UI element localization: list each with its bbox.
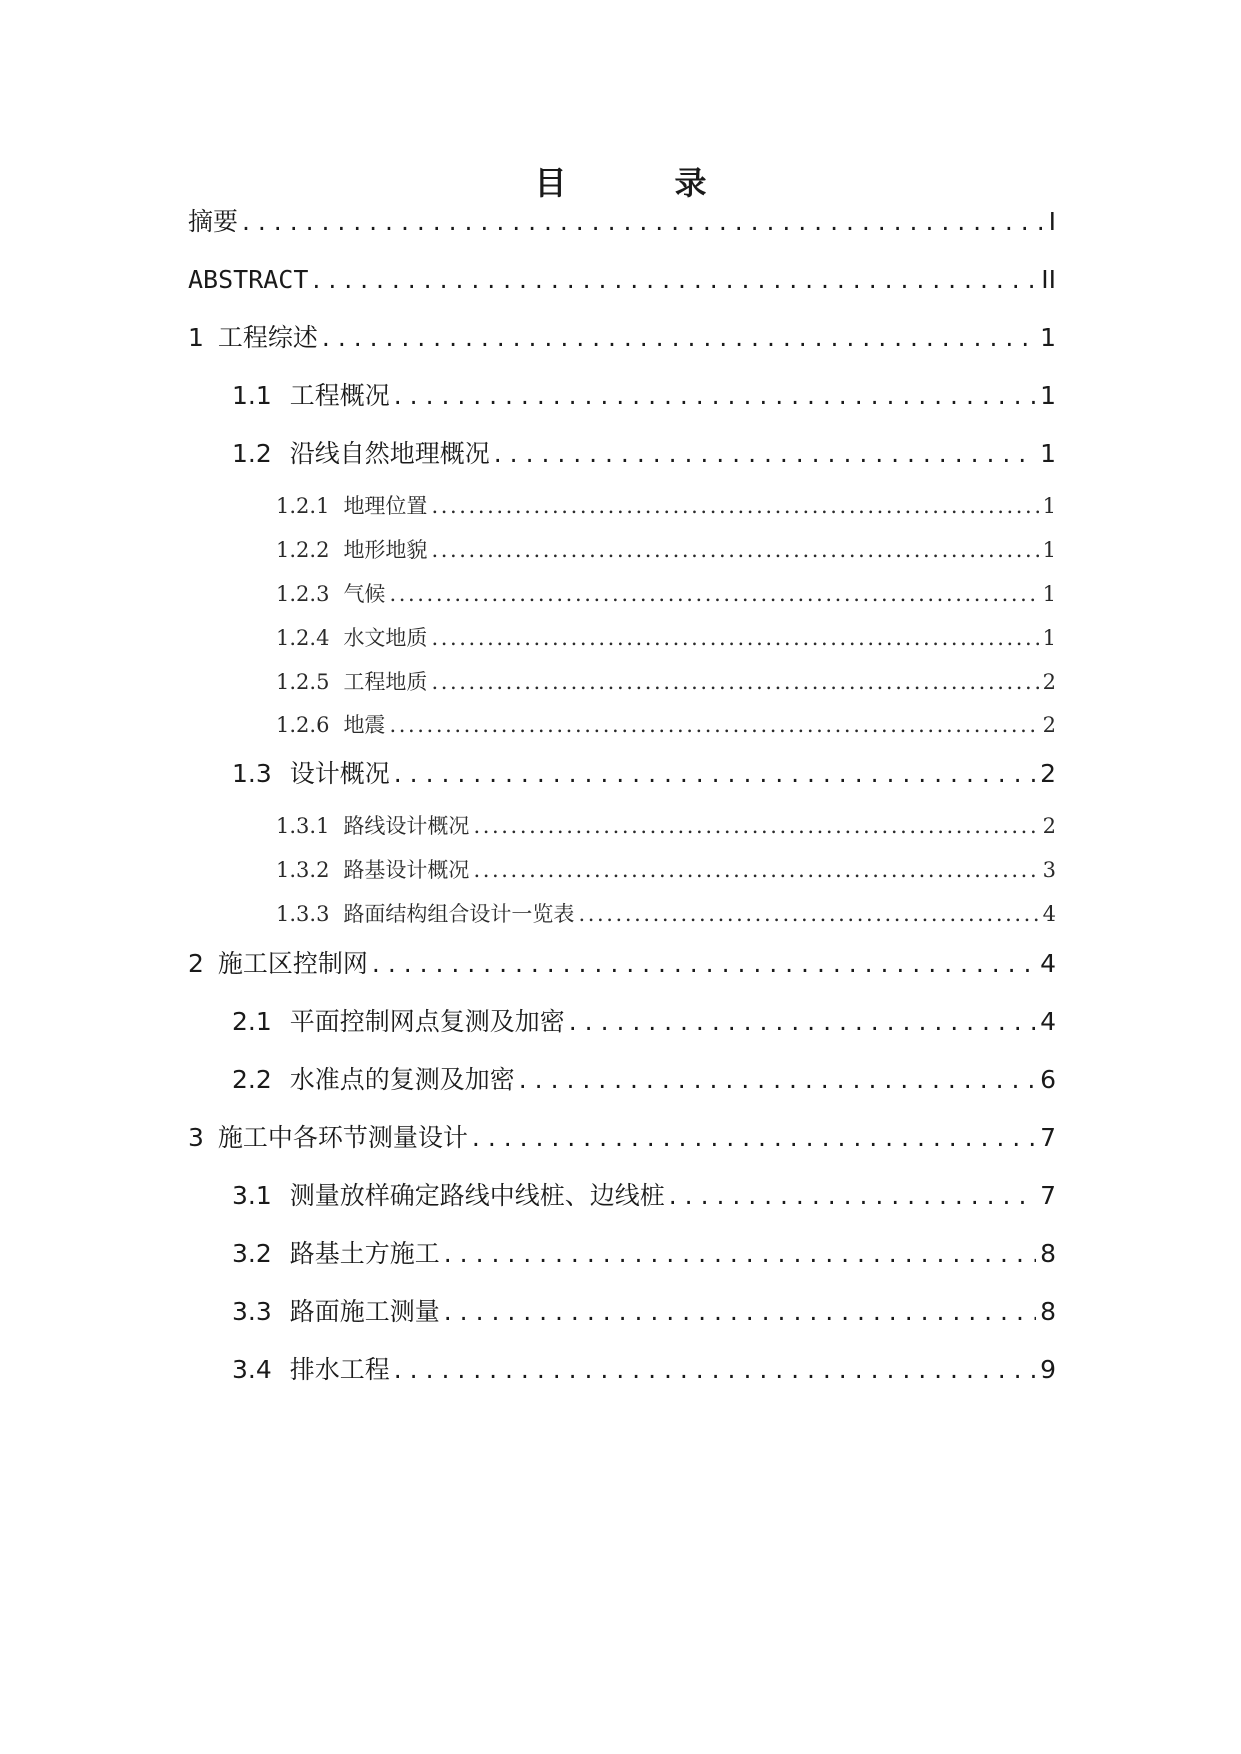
toc-title: 目 录: [534, 164, 745, 202]
toc-entry-subsection-1-2-1[interactable]: [276, 492, 1056, 520]
toc-dot-leader: [472, 1122, 1036, 1154]
toc-entry-number: 1.3.1: [276, 814, 330, 838]
toc-entry-label: 工程综述: [217, 323, 318, 352]
toc-entry-label: 平面控制网点复测及加密: [289, 1007, 565, 1036]
toc-entry-page: 1: [1042, 494, 1056, 518]
toc-entry-label: 沿线自然地理概况: [289, 439, 490, 468]
toc-entry-label: 水文地质: [343, 626, 428, 650]
toc-entry-page: I: [1048, 207, 1056, 236]
toc-dot-leader: [394, 758, 1036, 790]
toc-entry-page: 2: [1042, 713, 1056, 737]
toc-entry-section-3-2[interactable]: [232, 1238, 1056, 1270]
toc-dot-leader: [444, 1238, 1036, 1270]
toc-entry-page: 4: [1040, 949, 1056, 978]
toc-entry-page: 1: [1042, 538, 1056, 562]
toc-entry-subsection-1-2-6[interactable]: [276, 711, 1056, 739]
toc-entry-page: 8: [1040, 1239, 1056, 1268]
toc-entry-label: 路基土方施工: [289, 1239, 440, 1268]
toc-entry-page: 1: [1040, 439, 1056, 468]
toc-entry-chapter-3[interactable]: [188, 1122, 1056, 1154]
toc-entry-abstract-cn[interactable]: [188, 206, 1056, 238]
toc-entry-page: 2: [1040, 759, 1056, 788]
toc-entry-number: 3.3: [232, 1297, 272, 1326]
toc-entry-label: 路面结构组合设计一览表: [343, 902, 575, 926]
toc-entry-label: 路线设计概况: [343, 814, 470, 838]
toc-entry-label: 测量放样确定路线中线桩、边线桩: [289, 1181, 665, 1210]
toc-entry-page: II: [1041, 265, 1056, 294]
toc-entry-chapter-1[interactable]: [188, 322, 1056, 354]
toc-entry-label: 工程地质: [343, 670, 428, 694]
toc-dot-leader: [431, 492, 1038, 520]
toc-entry-page: 7: [1040, 1123, 1056, 1152]
toc-entry-section-3-1[interactable]: [232, 1180, 1056, 1212]
toc-entry-page: 2: [1042, 814, 1056, 838]
toc-entry-page: 1: [1040, 323, 1056, 352]
toc-entry-label: 施工中各环节测量设计: [217, 1123, 468, 1152]
toc-dot-leader: [669, 1180, 1036, 1212]
toc-entry-page: 6: [1040, 1065, 1056, 1094]
toc-entry-page: 1: [1042, 582, 1056, 606]
toc-entry-subsection-1-3-2[interactable]: [276, 856, 1056, 884]
toc-entry-number: 3.2: [232, 1239, 272, 1268]
toc-entry-section-2-1[interactable]: [232, 1006, 1056, 1038]
toc-entry-number: 2: [188, 949, 204, 978]
toc-entry-page: 3: [1042, 858, 1056, 882]
toc-dot-leader: [372, 948, 1036, 980]
toc-entry-number: 1.2.5: [276, 670, 330, 694]
toc-entry-page: 4: [1042, 902, 1056, 926]
toc-entry-number: 1.3.2: [276, 858, 330, 882]
toc-entry-number: 1.2.4: [276, 626, 330, 650]
toc-entry-label: 路面施工测量: [289, 1297, 440, 1326]
toc-entry-number: 3: [188, 1123, 204, 1152]
toc-dot-leader: [312, 264, 1037, 296]
toc-entry-label: 工程概况: [289, 381, 390, 410]
toc-entry-chapter-2[interactable]: [188, 948, 1056, 980]
toc-entry-label: 地震: [343, 713, 386, 737]
toc-entry-label: 路基设计概况: [343, 858, 470, 882]
toc-entry-subsection-1-2-5[interactable]: [276, 668, 1056, 696]
toc-entry-section-3-3[interactable]: [232, 1296, 1056, 1328]
toc-entry-number: 2.1: [232, 1007, 272, 1036]
toc-dot-leader: [431, 668, 1038, 696]
toc-entry-subsection-1-2-2[interactable]: [276, 536, 1056, 564]
toc-dot-leader: [431, 624, 1038, 652]
toc-dot-leader: [389, 711, 1038, 739]
toc-entry-page: 8: [1040, 1297, 1056, 1326]
toc-entry-label: 地理位置: [343, 494, 428, 518]
toc-dot-leader: [394, 1354, 1036, 1386]
toc-entry-subsection-1-2-4[interactable]: [276, 624, 1056, 652]
toc-entry-number: 3.4: [232, 1355, 272, 1384]
toc-dot-leader: [578, 900, 1038, 928]
toc-dot-leader: [494, 438, 1036, 470]
toc-entry-number: 1: [188, 323, 204, 352]
toc-entry-label: 摘要: [188, 207, 239, 236]
toc-dot-leader: [431, 536, 1038, 564]
toc-entry-label: ABSTRACT: [188, 265, 309, 294]
toc-entry-subsection-1-2-3[interactable]: [276, 580, 1056, 608]
toc-entry-label: 地形地貌: [343, 538, 428, 562]
toc-entry-label: 设计概况: [289, 759, 390, 788]
toc-entry-page: 9: [1040, 1355, 1056, 1384]
toc-entry-section-1-3[interactable]: [232, 758, 1056, 790]
toc-entry-number: 1.2.6: [276, 713, 330, 737]
toc-entry-page: 1: [1042, 626, 1056, 650]
toc-dot-leader: [519, 1064, 1036, 1096]
toc-entry-page: 2: [1042, 670, 1056, 694]
toc-entry-section-3-4[interactable]: [232, 1354, 1056, 1386]
toc-entry-number: 1.3: [232, 759, 272, 788]
toc-entry-label: 施工区控制网: [217, 949, 368, 978]
toc-entry-number: 3.1: [232, 1181, 272, 1210]
toc-dot-leader: [394, 380, 1036, 412]
toc-entry-section-1-2[interactable]: [232, 438, 1056, 470]
toc-dot-leader: [242, 206, 1045, 238]
toc-entry-label: 气候: [343, 582, 386, 606]
toc-entry-page: 7: [1040, 1181, 1056, 1210]
toc-entry-number: 1.2.2: [276, 538, 330, 562]
toc-entry-label: 排水工程: [289, 1355, 390, 1384]
toc-entry-label: 水准点的复测及加密: [289, 1065, 515, 1094]
toc-entry-page: 1: [1040, 381, 1056, 410]
toc-entry-number: 1.3.3: [276, 902, 330, 926]
toc-dot-leader: [473, 856, 1038, 884]
toc-entry-abstract-en[interactable]: [188, 264, 1056, 296]
toc-entry-number: 1.2.1: [276, 494, 330, 518]
toc-entry-subsection-1-3-1[interactable]: [276, 812, 1056, 840]
toc-entry-section-2-2[interactable]: [232, 1064, 1056, 1096]
toc-dot-leader: [473, 812, 1038, 840]
toc-entry-number: 2.2: [232, 1065, 272, 1094]
toc-entry-section-1-1[interactable]: [232, 380, 1056, 412]
toc-entry-number: 1.2.3: [276, 582, 330, 606]
toc-dot-leader: [322, 322, 1036, 354]
toc-dot-leader: [389, 580, 1038, 608]
toc-dot-leader: [569, 1006, 1036, 1038]
toc-entry-number: 1.2: [232, 439, 272, 468]
toc-entry-subsection-1-3-3[interactable]: [276, 900, 1056, 928]
toc-entry-number: 1.1: [232, 381, 272, 410]
toc-dot-leader: [444, 1296, 1036, 1328]
toc-entry-page: 4: [1040, 1007, 1056, 1036]
